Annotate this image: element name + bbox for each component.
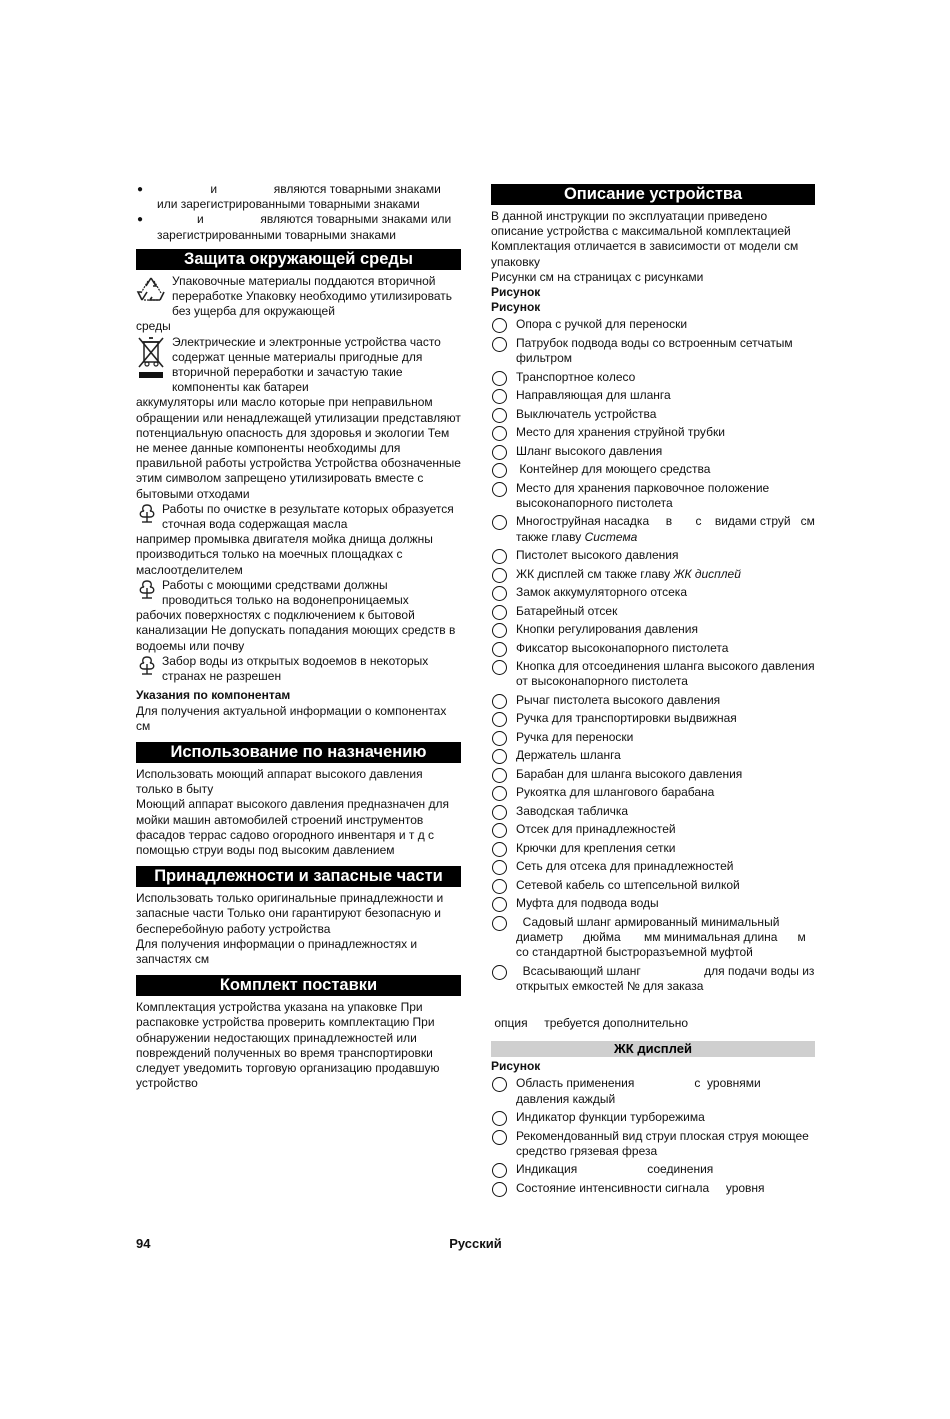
callout-circle-icon — [492, 712, 507, 727]
callout-circle-icon — [492, 586, 507, 601]
detergent-paragraph — [136, 578, 461, 654]
list-item-label: Заводская табличка — [516, 803, 629, 818]
page-number: 94 — [136, 1236, 151, 1251]
callout-circle-icon — [492, 1130, 507, 1145]
callout-circle-icon — [492, 1111, 507, 1126]
trademark-bullet: ● и являются товарными знаками или зарегистрированными товарными знаками — [136, 212, 461, 242]
list-item — [491, 767, 815, 782]
list-item — [491, 567, 815, 582]
trademark-bullet: ● и являются товарными знаками или зарегистрированными товарными знаками — [136, 182, 461, 212]
callout-circle-icon — [492, 318, 507, 333]
list-item — [491, 693, 815, 708]
section-header-environment: Защита окружающей среды — [136, 249, 461, 270]
list-item-label: Всасывающий шланг для подачи воды из открытых емкостей № для заказа — [516, 963, 815, 993]
scope-text: Комплектация устройства указана на упаковке При распаковке устройства проверить комплектацию При обнаружении недостающих принадлежностей или повреждений полученных во время транспортировки следует уведомить торговую организацию продавшую устройство — [136, 1000, 440, 1091]
chapter-reference: Система — [584, 529, 638, 544]
section-header-lcd: ЖК дисплей — [491, 1041, 815, 1057]
callout-circle-icon — [492, 860, 507, 875]
callout-circle-icon — [492, 1182, 507, 1197]
recycle-paragraph — [136, 274, 461, 335]
list-item-label: Сетевой кабель со штепсельной вилкой — [516, 877, 740, 892]
list-item — [491, 804, 815, 819]
list-item-label: Состояние интенсивности сигнала уровня — [516, 1180, 765, 1195]
list-item — [491, 604, 815, 619]
list-item-label: Муфта для подвода воды — [516, 896, 659, 911]
list-item-label: Рукоятка для шлангового барабана — [516, 785, 715, 800]
list-item — [491, 1162, 815, 1177]
callout-circle-icon — [492, 549, 507, 564]
accessories-text-1: Использовать только оригинальные принадлежности и запасные части Только они гарантируют безопасную и бесперебойную работу устройства — [136, 891, 444, 936]
weee-text: Электрические и электронные устройства часто содержат ценные материалы пригодные для вторичной переработки и зачастую такие компоненты как батареи — [172, 334, 441, 395]
figure-label: Рисунок — [491, 285, 541, 300]
list-item — [491, 896, 815, 911]
left-column — [136, 182, 461, 1091]
usage-text-1: Использовать моющий аппарат высокого давления только в быту — [136, 766, 423, 797]
oil-paragraph — [136, 502, 461, 578]
list-item-label: Пистолет высокого давления — [516, 548, 679, 563]
callout-circle-icon — [492, 731, 507, 746]
list-item-label: Держатель шланга — [516, 748, 621, 763]
figure-label: Рисунок — [491, 300, 541, 315]
list-item — [491, 711, 815, 726]
list-item-label: Ручка для переноски — [516, 729, 634, 744]
detergent-text-cont: рабочих поверхностях с подключением к бытовой канализации Не допускать попадания моющих средств в водоемы или почву — [136, 608, 456, 653]
right-column — [491, 182, 815, 1199]
callout-circle-icon — [492, 965, 507, 980]
oil-text: Работы по очистке в результате которых образуется сточная вода содержащая масла — [162, 501, 454, 532]
list-item-label: Индикатор функции турборежима — [516, 1110, 705, 1125]
callout-circle-icon — [492, 1163, 507, 1178]
components-text: Для получения актуальной информации о компонентах см — [136, 703, 447, 733]
description-text-1: В данной инструкции по эксплуатации приведено описание устройства с максимальной комплектацией Комплектация отличается в зависимости от модели см упаковку — [491, 209, 799, 269]
callout-circle-icon — [492, 389, 507, 404]
list-item — [491, 407, 815, 422]
list-item-label: Патрубок подвода воды со встроенным сетчатым фильтром — [516, 335, 793, 366]
list-item — [491, 1181, 815, 1196]
callout-circle-icon — [492, 445, 507, 460]
list-item — [491, 915, 815, 961]
list-item — [491, 370, 815, 385]
callout-circle-icon — [492, 605, 507, 620]
list-item — [491, 878, 815, 893]
callout-circle-icon — [492, 515, 507, 530]
list-item — [491, 641, 815, 656]
water-text: Забор воды из открытых водоемов в некоторых странах не разрешен — [162, 653, 429, 684]
callout-circle-icon — [492, 371, 507, 386]
callout-circle-icon — [492, 805, 507, 820]
accessories-text-2: Для получения информации о принадлежностях и запчастях см — [136, 936, 418, 966]
list-item-label: Кнопки регулирования давления — [516, 622, 698, 637]
list-item-label: Место для хранения струйной трубки — [516, 425, 725, 440]
list-item — [491, 1129, 815, 1159]
list-item — [491, 859, 815, 874]
callout-circle-icon — [492, 897, 507, 912]
callout-circle-icon — [492, 694, 507, 709]
list-item — [491, 585, 815, 600]
list-item-label: Многоструйная насадка в с видами струй см также главу — [516, 514, 815, 544]
callout-circle-icon — [492, 916, 507, 931]
figure-label: Рисунок — [491, 1059, 541, 1074]
list-item — [491, 548, 815, 563]
list-item-label: Замок аккумуляторного отсека — [516, 585, 687, 600]
callout-circle-icon — [492, 749, 507, 764]
callout-circle-icon — [492, 337, 507, 352]
list-item — [491, 964, 815, 994]
callout-circle-icon — [492, 1077, 507, 1092]
list-item — [491, 514, 815, 544]
chapter-reference: ЖК дисплей — [673, 566, 741, 581]
weee-paragraph — [136, 335, 461, 502]
list-item-label: Батарейный отсек — [516, 603, 618, 618]
list-item — [491, 336, 815, 366]
list-item-label: Сеть для отсека для принадлежностей — [516, 859, 734, 874]
list-item-label: Шланг высокого давления — [516, 443, 663, 458]
callout-circle-icon — [492, 623, 507, 638]
list-item — [491, 730, 815, 745]
section-header-description: Описание устройства — [491, 184, 815, 205]
description-text-2: Рисунки см на страницах с рисунками — [491, 269, 704, 284]
list-item-label: Фиксатор высоконапорного пистолета — [516, 640, 729, 655]
list-item — [491, 785, 815, 800]
callout-circle-icon — [492, 823, 507, 838]
callout-circle-icon — [492, 768, 507, 783]
list-item-label: Отсек для принадлежностей — [516, 822, 676, 837]
list-item-label: Садовый шланг армированный минимальный диаметр дюйма мм минимальная длина м со стандартной быстроразъемной муфтой — [516, 914, 806, 960]
weee-text-cont: аккумуляторы или масло которые при неправильном обращении или ненадлежащей утилизации представляют потенциальную опасность для здоровья и экологии Тем не менее данные компоненты необходимы для правильной работы устройства Устройства обозначенные этим символом запрещено утилизировать вместе с бытовыми отходами — [136, 395, 461, 501]
section-header-accessories: Принадлежности и запасные части — [136, 866, 461, 887]
section-header-scope: Комплект поставки — [136, 975, 461, 996]
components-heading: Указания по компонентам — [136, 688, 291, 703]
list-item — [491, 748, 815, 763]
list-item-label: Индикация соединения — [516, 1162, 714, 1177]
list-item — [491, 822, 815, 837]
callout-circle-icon — [492, 408, 507, 423]
recycle-text: Упаковочные материалы поддаются вторичной переработке Упаковку необходимо утилизировать без ущерба для окружающей — [172, 273, 452, 319]
callout-circle-icon — [492, 786, 507, 801]
list-item — [491, 659, 815, 689]
callout-circle-icon — [492, 842, 507, 857]
callout-circle-icon — [492, 463, 507, 478]
list-item — [491, 481, 815, 511]
list-item-label: Направляющая для шланга — [516, 388, 671, 403]
lcd-list — [491, 1076, 815, 1196]
component-list — [491, 317, 815, 994]
list-item-label: Область применения с уровнями давления каждый — [516, 1076, 761, 1106]
list-item-label: Рычаг пистолета высокого давления — [516, 692, 721, 707]
list-item — [491, 1110, 815, 1125]
option-note: опция требуется дополнительно — [491, 1016, 689, 1031]
list-item — [491, 444, 815, 459]
water-paragraph — [136, 654, 461, 684]
list-item — [491, 425, 815, 440]
callout-circle-icon — [492, 642, 507, 657]
usage-text-2: Моющий аппарат высокого давления предназначен для мойки машин автомобилей строений инструментов фасадов террас садово огородного инвентаря и т д с помощью струи воды под высоким давлением — [136, 797, 449, 857]
list-item — [491, 841, 815, 856]
weee-bin-icon — [136, 336, 166, 384]
list-item-label: Опора с ручкой для переноски — [516, 317, 688, 332]
oil-environment-icon — [136, 503, 158, 527]
list-item — [491, 462, 815, 477]
section-header-usage: Использование по назначению — [136, 742, 461, 763]
callout-circle-icon — [492, 568, 507, 583]
list-item — [491, 388, 815, 403]
list-item — [491, 317, 815, 332]
list-item-label: Кнопка для отсоединения шланга высокого давления от высоконапорного пистолета — [516, 659, 815, 689]
list-item-label: Выключатель устройства — [516, 406, 657, 421]
list-item — [491, 622, 815, 637]
callout-circle-icon — [492, 426, 507, 441]
footer-language: Русский — [449, 1236, 502, 1251]
detergent-environment-icon — [136, 579, 158, 603]
list-item-label: Контейнер для моющего средства — [516, 462, 711, 477]
water-environment-icon — [136, 655, 158, 679]
list-item-label: Рекомендованный вид струи плоская струя моющее средство грязевая фреза — [516, 1128, 809, 1158]
list-item-label: Ручка для транспортировки выдвижная — [516, 711, 737, 726]
detergent-text: Работы с моющими средствами должны проводиться только на водонепроницаемых — [162, 577, 409, 608]
oil-text-cont: например промывка двигателя мойка днища должны производиться только на моечных площадках с маслоотделителем — [136, 532, 433, 577]
recycle-text-cont: среды — [136, 319, 171, 334]
list-item-label: ЖК дисплей см также главу — [516, 566, 674, 581]
recycle-icon — [136, 275, 166, 309]
list-item-label: Транспортное колесо — [516, 369, 636, 384]
list-item-label: Крючки для крепления сетки — [516, 840, 676, 855]
callout-circle-icon — [492, 660, 507, 675]
list-item — [491, 1076, 815, 1106]
list-item-label: Барабан для шланга высокого давления — [516, 766, 743, 781]
list-item-label: Место для хранения парковочное положение высоконапорного пистолета — [516, 480, 770, 510]
callout-circle-icon — [492, 482, 507, 497]
callout-circle-icon — [492, 879, 507, 894]
